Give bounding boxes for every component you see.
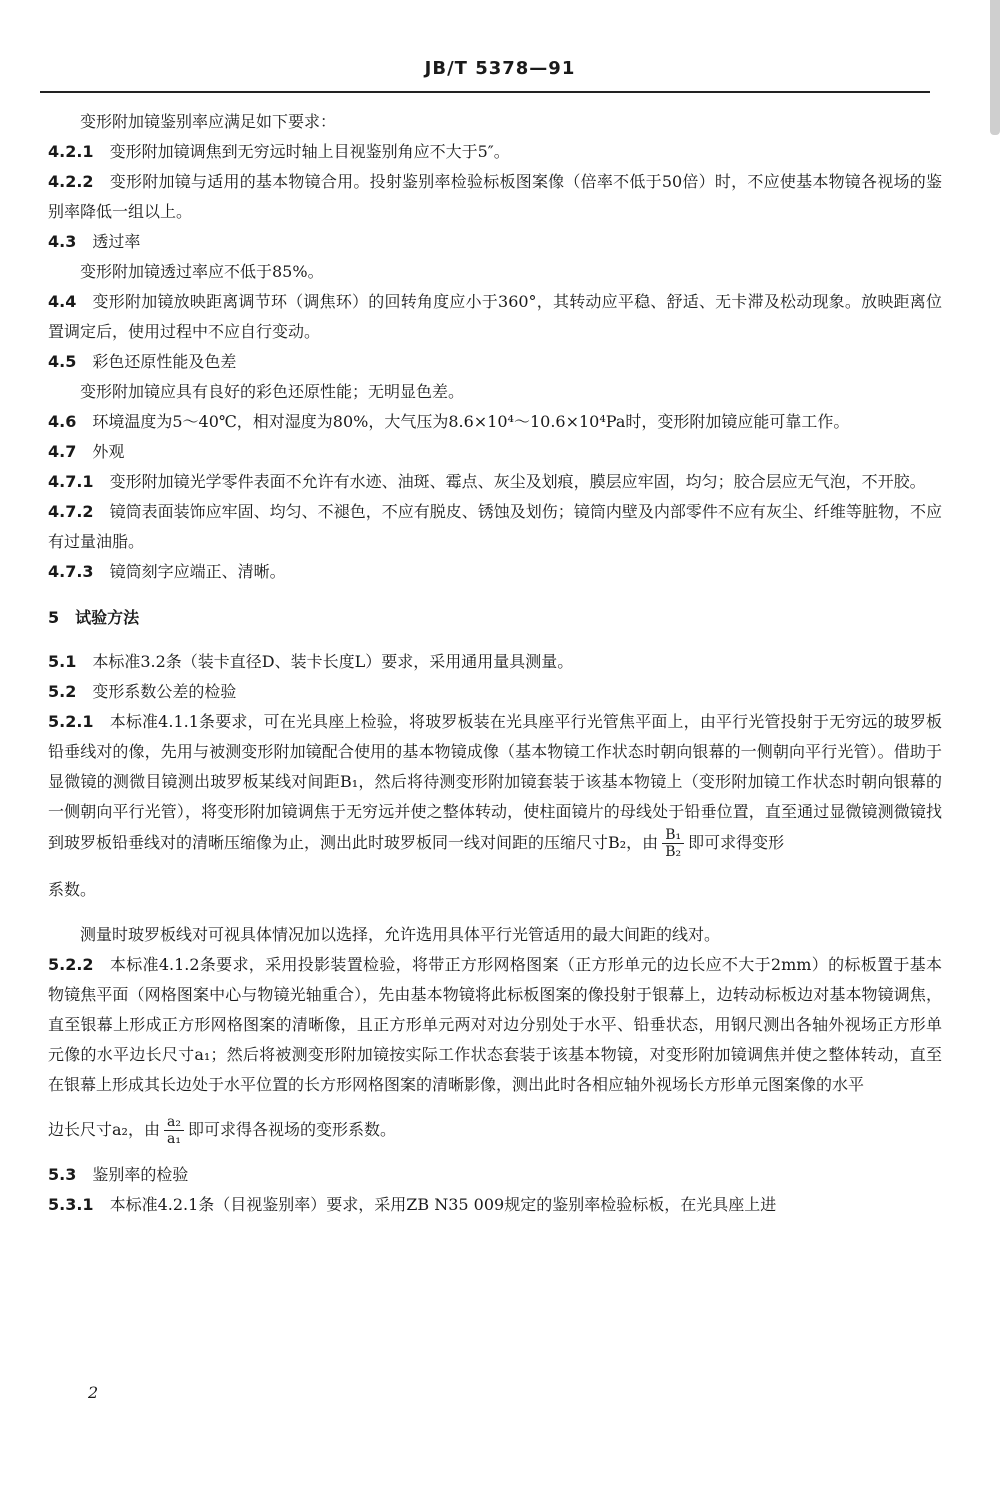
- clause-4-7-2: 4.7.2 镜筒表面装饰应牢固、均匀、不褪色，不应有脱皮、锈蚀及划伤；镜筒内壁及内部零件不应有灰尘、纤维等脏物，不应有过量油脂。: [48, 502, 942, 551]
- clause-4-5-text: 变形附加镜应具有良好的彩色还原性能；无明显色差。: [80, 382, 465, 401]
- standard-code-header: JB/T 5378—91: [424, 58, 576, 79]
- clause-4-3-text: 变形附加镜透过率应不低于85%。: [80, 262, 324, 281]
- ratio-b1-b2: $\frac{\text{B₁}}{\text{B₂}}$: [662, 827, 684, 860]
- clause-4-4: 4.4 变形附加镜放映距离调节环（调焦环）的回转角度应小于360°，其转动应平稳、舒适、无卡滞及松动现象。放映距离位置调定后，使用过程中不应自行变动。: [48, 292, 942, 341]
- clause-4-2-2: 4.2.2 变形附加镜与适用的基本物镜合用。投射鉴别率检验标板图案像（倍率不低于50倍）时，不应使基本物镜各视场的鉴别率降低一组以上。: [48, 172, 942, 221]
- clause-5-2-1: 5.2.1 本标准4.1.1条要求，可在光具座上检验，将玻罗板装在光具座平行光管焦平面上，由平行光管投射于无穷远的玻罗板铅垂线对的像，先用与被测变形附加镜配合使用的基本物镜成像（基本物镜工作状态时朝向银幕的一侧朝向平行光管）。借助于显微镜的测微目镜测出玻罗板某线对间距B₁，然后将待测变形附加镜套装于该基本物镜上（变形附加镜工作状态时朝向银幕的一侧朝向平行光管），将变形附加镜调焦于无穷远并使之整体转动，使柱面镜片的母线处于铅垂位置，直至通过显微镜测微镜找到玻罗板铅垂线对的清晰压缩像为止，测出此时玻罗板同一线对间距的压缩尺寸B₂，由 $\frac{\text{B₁}}{\text{B₂}}$ 即可求得变形: [48, 712, 942, 860]
- clause-4-7-3: 4.7.3 镜筒刻字应端正、清晰。: [48, 562, 286, 581]
- clause-5-2-2: 5.2.2 本标准4.1.2条要求，采用投影装置检验，将带正方形网格图案（正方形单元的边长应不大于2mm）的标板置于基本物镜焦平面（网格图案中心与物镜光轴重合），先由基本物镜将此标板图案的像投射于银幕上，边转动标板边对基本物镜调焦，直至银幕上形成正方形网格图案的清晰像，且正方形单元两对对边分别处于水平、铅垂状态，用钢尺测出各轴外视场正方形单元像的水平边长尺寸a₁；然后将被测变形附加镜按实际工作状态套装于该基本物镜，对变形附加镜调焦并使之整体转动，直至在银幕上形成其长边处于水平位置的长方形网格图案的清晰影像，测出此时各相应轴外视场长方形单元图案像的水平: [48, 955, 942, 1094]
- clause-5-3-1: 5.3.1 本标准4.2.1条（目视鉴别率）要求，采用ZB N35 009规定的鉴别率检验标板，在光具座上进: [48, 1195, 777, 1214]
- clause-4-7-title: 4.7 外观: [48, 442, 125, 461]
- clause-5-3-title: 5.3 鉴别率的检验: [48, 1165, 189, 1184]
- clause-4-6: 4.6 环境温度为5～40℃，相对湿度为80%，大气压为8.6×10⁴～10.6×10⁴Pa时，变形附加镜应能可靠工作。: [48, 412, 850, 431]
- clause-5-2-1-note: 测量时玻罗板线对可视具体情况加以选择，允许选用具体平行光管适用的最大间距的线对。: [80, 925, 721, 944]
- section-5-title: 5 试验方法: [48, 608, 140, 627]
- clause-4-5-title: 4.5 彩色还原性能及色差: [48, 352, 237, 371]
- clause-5-1: 5.1 本标准3.2条（装卡直径D、装卡长度L）要求，采用通用量具测量。: [48, 652, 574, 671]
- intro-text: 变形附加镜鉴别率应满足如下要求：: [80, 112, 337, 131]
- page-number: 2: [88, 1383, 99, 1402]
- clause-4-3-title: 4.3 透过率: [48, 232, 141, 251]
- clause-5-2-2-tail: 边长尺寸a₂，由 $\frac{\text{a₂}}{\text{a₁}}$ 即可求得各视场的变形系数。: [48, 1114, 396, 1147]
- header-rule: [40, 91, 930, 93]
- ratio-a2-a1: $\frac{\text{a₂}}{\text{a₁}}$: [164, 1114, 184, 1147]
- clause-4-7-1: 4.7.1 变形附加镜光学零件表面不允许有水迹、油斑、霉点、灰尘及划痕，膜层应牢固，均匀；胶合层应无气泡，不开胶。: [48, 472, 926, 491]
- clause-5-2-1-tail: 系数。: [48, 880, 97, 899]
- document-body: [48, 107, 942, 1220]
- clause-5-2-title: 5.2 变形系数公差的检验: [48, 682, 237, 701]
- clause-4-2-1: 4.2.1 变形附加镜调焦到无穷远时轴上目视鉴别角应不大于5″。: [48, 142, 510, 161]
